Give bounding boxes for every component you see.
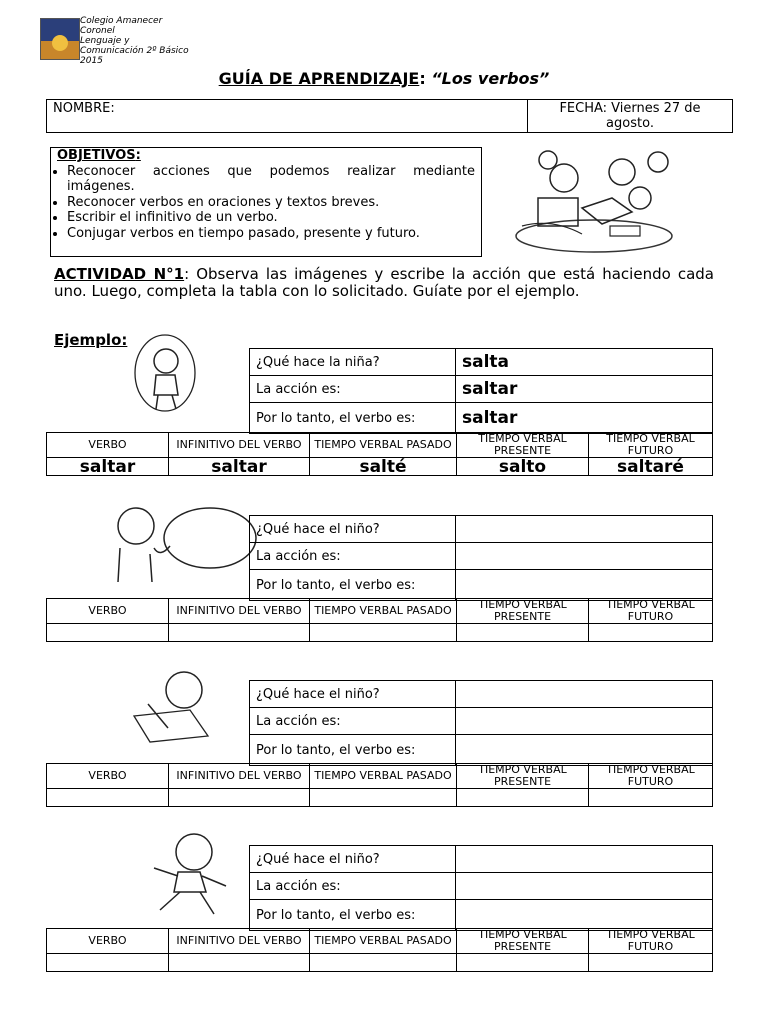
answer-cell[interactable]: [456, 570, 713, 601]
verb-table-cell: salto: [457, 458, 589, 476]
school-info: [80, 16, 230, 64]
question-cell: ¿Qué hace el niño?: [250, 681, 456, 708]
verb-table-cell[interactable]: [457, 954, 589, 972]
verb-table-header: TIEMPO VERBAL PRESENTE: [457, 599, 589, 624]
verb-table-header: TIEMPO VERBAL PASADO: [310, 764, 457, 789]
answer-cell: saltar: [456, 376, 713, 403]
verb-table-header: TIEMPO VERBAL FUTURO: [589, 764, 713, 789]
verb-table-header: INFINITIVO DEL VERBO: [169, 929, 310, 954]
verb-table-header: TIEMPO VERBAL PRESENTE: [457, 764, 589, 789]
boy-blowing-balloon-illustration: [110, 498, 260, 584]
answer-cell[interactable]: [456, 873, 713, 900]
question-cell: La acción es:: [250, 708, 456, 735]
verb-table: [46, 432, 713, 476]
objectives-heading-colon: :: [135, 148, 141, 163]
activity-instructions: [54, 266, 714, 300]
date-label: FECHA: Viernes 27 de agosto.: [559, 101, 701, 131]
name-label: NOMBRE:: [53, 101, 115, 116]
answer-cell[interactable]: [456, 516, 713, 543]
verb-table-header: TIEMPO VERBAL PRESENTE: [457, 929, 589, 954]
verb-table: [46, 598, 713, 642]
verb-table-cell[interactable]: [589, 624, 713, 642]
answer-cell[interactable]: [456, 900, 713, 931]
verb-table-header: VERBO: [47, 929, 169, 954]
verb-table-cell[interactable]: [310, 624, 457, 642]
title-main: GUÍA DE APRENDIZAJE: [218, 69, 420, 88]
verb-table-header: TIEMPO VERBAL PRESENTE: [457, 433, 589, 458]
verb-table-header: INFINITIVO DEL VERBO: [169, 599, 310, 624]
verb-table-header: TIEMPO VERBAL PASADO: [310, 599, 457, 624]
objective-item: • Conjugar verbos en tiempo pasado, presente y futuro.: [67, 226, 475, 242]
verb-table-header: TIEMPO VERBAL FUTURO: [589, 929, 713, 954]
question-cell: La acción es:: [250, 543, 456, 570]
verb-table-cell[interactable]: [169, 624, 310, 642]
activity-label: ACTIVIDAD N°1: [54, 265, 185, 283]
question-table: [249, 845, 713, 931]
question-cell: Por lo tanto, el verbo es:: [250, 570, 456, 601]
verb-table-cell[interactable]: [47, 789, 169, 807]
objectives-heading-text: OBJETIVOS: [57, 148, 136, 163]
question-table: [249, 680, 713, 766]
question-cell: ¿Qué hace la niña?: [250, 349, 456, 376]
verb-table-header: INFINITIVO DEL VERBO: [169, 764, 310, 789]
verb-table-cell[interactable]: [47, 624, 169, 642]
school-line: Comunicación 2º Básico: [80, 46, 189, 56]
answer-cell[interactable]: [456, 708, 713, 735]
verb-table-header: TIEMPO VERBAL PASADO: [310, 929, 457, 954]
answer-cell[interactable]: [456, 681, 713, 708]
school-logo: [40, 18, 80, 60]
objective-item: • Reconocer verbos en oraciones y textos breves.: [67, 195, 475, 211]
answer-cell[interactable]: [456, 846, 713, 873]
question-table: [249, 348, 713, 434]
verb-table-cell[interactable]: [310, 789, 457, 807]
question-cell: Por lo tanto, el verbo es:: [250, 735, 456, 766]
verb-table-cell: saltaré: [589, 458, 713, 476]
verb-table-header: VERBO: [47, 433, 169, 458]
question-cell: ¿Qué hace el niño?: [250, 846, 456, 873]
date-field: [528, 100, 733, 133]
verb-table-cell[interactable]: [169, 789, 310, 807]
answer-cell: salta: [456, 349, 713, 376]
page-title: [0, 69, 768, 88]
answer-cell[interactable]: [456, 543, 713, 570]
question-cell: Por lo tanto, el verbo es:: [250, 900, 456, 931]
title-colon: :: [419, 69, 426, 88]
verb-table-cell[interactable]: [589, 789, 713, 807]
question-cell: ¿Qué hace el niño?: [250, 516, 456, 543]
verb-table-cell: saltar: [169, 458, 310, 476]
verb-table: [46, 763, 713, 807]
girl-jumping-rope-illustration: [128, 333, 202, 417]
verb-table-header: VERBO: [47, 764, 169, 789]
school-line: Colegio Amanecer: [80, 16, 163, 26]
verb-table-cell: saltar: [47, 458, 169, 476]
answer-cell[interactable]: [456, 735, 713, 766]
verb-table-cell[interactable]: [457, 789, 589, 807]
example-label: Ejemplo:: [54, 331, 128, 349]
verb-table-header: INFINITIVO DEL VERBO: [169, 433, 310, 458]
verb-table-cell[interactable]: [169, 954, 310, 972]
verb-table-cell[interactable]: [589, 954, 713, 972]
name-date-box: [46, 99, 733, 133]
objective-item: • Reconocer acciones que podemos realizar mediante imágenes.: [67, 164, 475, 195]
verb-table-cell: salté: [310, 458, 457, 476]
answer-cell: saltar: [456, 403, 713, 434]
verb-table-cell[interactable]: [457, 624, 589, 642]
activity-text: : Observa las imágenes y escribe la acción que está haciendo cada uno. Luego, completa la tabla con lo solicitado. Guíate por el ejemplo.: [54, 265, 714, 300]
school-line: Coronel: [80, 26, 115, 36]
verb-table-header: TIEMPO VERBAL PASADO: [310, 433, 457, 458]
title-sub: “Los verbos”: [431, 69, 550, 88]
question-table: [249, 515, 713, 601]
name-field[interactable]: [47, 100, 528, 133]
objectives-heading: [51, 148, 481, 164]
school-line: Lenguaje y: [80, 36, 130, 46]
objectives-box: [50, 147, 482, 257]
school-logo-image: [41, 19, 79, 59]
question-cell: Por lo tanto, el verbo es:: [250, 403, 456, 434]
children-reading-illustration: [512, 138, 676, 256]
verb-table-header: VERBO: [47, 599, 169, 624]
objective-item: • Escribir el infinitivo de un verbo.: [67, 210, 475, 226]
verb-table-cell[interactable]: [47, 954, 169, 972]
objectives-list: [51, 164, 481, 242]
verb-table: [46, 928, 713, 972]
school-line: 2015: [80, 56, 103, 64]
verb-table-header: TIEMPO VERBAL FUTURO: [589, 599, 713, 624]
verb-table-cell[interactable]: [310, 954, 457, 972]
verb-table-header: TIEMPO VERBAL FUTURO: [589, 433, 713, 458]
boy-writing-illustration: [128, 664, 218, 744]
boy-running-illustration: [140, 828, 240, 920]
question-cell: La acción es:: [250, 376, 456, 403]
question-cell: La acción es:: [250, 873, 456, 900]
